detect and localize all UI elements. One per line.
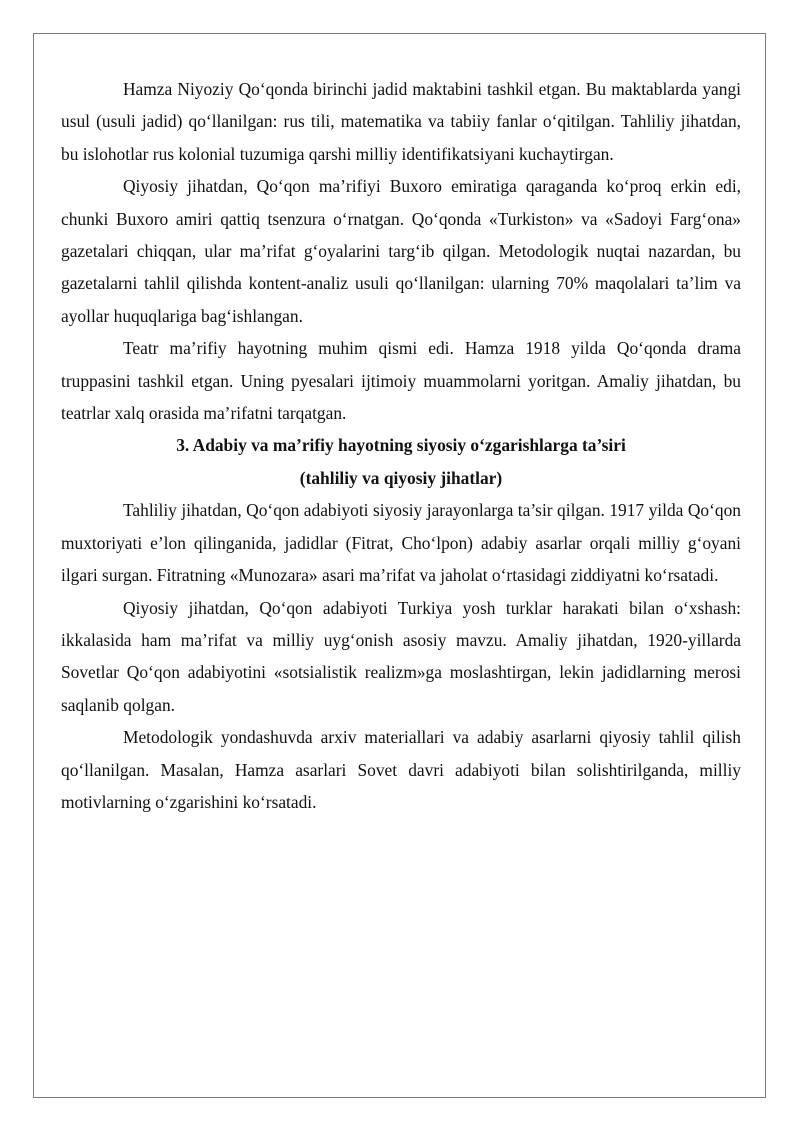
paragraph-jadid-school: Hamza Niyoziy Qo‘qonda birinchi jadid maktabini tashkil etgan. Bu maktablarda yangi usul (usuli jadid) qo‘llanilgan: rus tili, matematika va tabiiy fanlar o‘qitilgan. Tahliliy jihatdan, bu islohotlar rus kolonial tuzumiga qarshi milliy identifikatsiyani kuchaytirgan. (61, 79, 741, 164)
section-heading (61, 429, 741, 494)
paragraph-theatre: Teatr ma’rifiy hayotning muhim qismi edi. Hamza 1918 yilda Qo‘qonda drama truppasini tashkil etgan. Uning pyesalari ijtimoiy muammolarni yoritgan. Amaliy jihatdan, bu teatrlar xalq orasida ma’rifatni tarqatgan. (61, 338, 741, 424)
section-heading-subtitle: (tahliliy va qiyosiy jihatlar) (299, 467, 503, 488)
paragraph-comparative-press: Qiyosiy jihatdan, Qo‘qon ma’rifiyi Buxoro emiratiga qaraganda ko‘proq erkin edi, chunki Buxoro amiri qattiq tsenzura o‘rnatgan. Qo‘qonda «Turkiston» va «Sadoyi Farg‘ona» gazetalari chiqqan, ular ma’rifat g‘oyalarini targ‘ib qilgan. Metodologik nuqtai nazardan, bu gazetalarni tahlil qilishda kontent-analiz usuli qo‘llanilgan: ularning 70% maqolalari ta’lim va ayollar huquqlariga bag‘ishlangan. (61, 176, 741, 326)
paragraph-analytical-literature: Tahliliy jihatdan, Qo‘qon adabiyoti siyosiy jarayonlarga ta’sir qilgan. 1917 yilda Qo‘qon muxtoriyati e’lon qilinganida, jadidlar (Fitrat, Cho‘lpon) adabiy asarlar orqali milliy g‘oyani ilgari surgan. Fitratning «Munozara» asari ma’rifat va jaholat o‘rtasidagi ziddiyatni ko‘rsatadi. (61, 500, 741, 586)
paragraph-methodology: Metodologik yondashuvda arxiv materiallari va adabiy asarlarni qiyosiy tahlil qilish qo‘llanilgan. Masalan, Hamza asarlari Sovet davri adabiyoti bilan solishtirilganda, milliy motivlarning o‘zgarishini ko‘rsatadi. (61, 727, 741, 812)
document-body (61, 73, 741, 818)
section-heading-title: 3. Adabiy va ma’rifiy hayotning siyosiy o‘zgarishlarga ta’siri (176, 435, 626, 456)
paragraph-comparative-literature: Qiyosiy jihatdan, Qo‘qon adabiyoti Turkiya yosh turklar harakati bilan o‘xshash: ikkalasida ham ma’rifat va milliy uyg‘onish asosiy mavzu. Amaliy jihatdan, 1920-yillarda Sovetlar Qo‘qon adabiyotini «sotsialistik realizm»ga moslashtirgan, lekin jadidlarning merosi saqlanib qolgan. (61, 597, 741, 715)
